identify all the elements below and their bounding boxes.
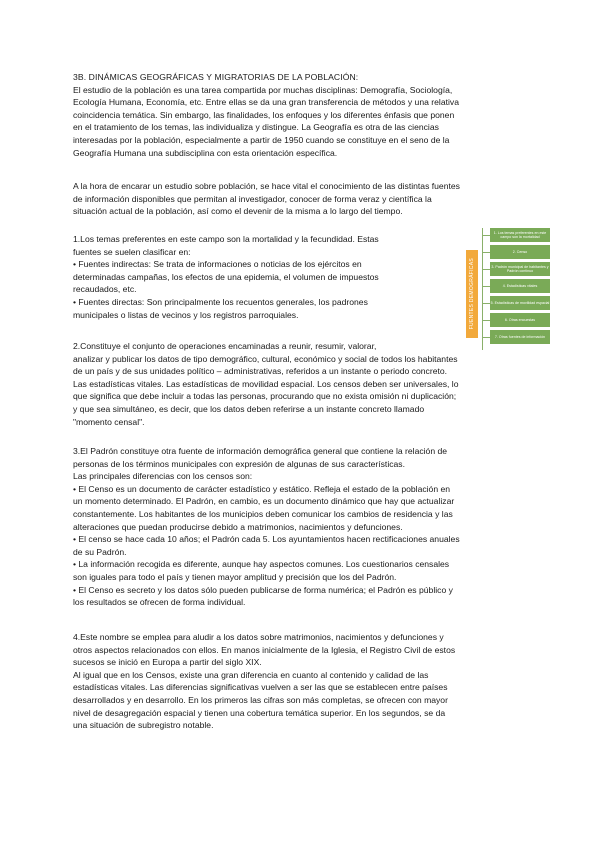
text-line: de un país y de sus unidades político – administrativas, referidos a un instante o periodo concreto. [73,366,448,377]
diagram-connector [482,303,490,304]
sources-diagram [466,220,552,350]
diagram-connector [482,252,490,253]
text-line: El estudio de la población es una tarea compartida por muchas disciplinas: Demografía, Sociología, [73,84,453,95]
diagram-box: 6. Otras encuestas [490,313,550,327]
text-line: • Fuentes indirectas: Se trata de informaciones o noticias de los ejércitos en [73,259,362,270]
text-line: son iguales para todo el país y tienen mayor amplitud y precisión que los del Padrón. [73,571,397,582]
diagram-connector [482,320,490,321]
intro-section [73,71,531,159]
diagram-root-bar [466,250,478,338]
text-line: interesadas por la población, especialmente a partir de 1950 cuando se constituye en el seno de la [73,134,450,145]
text-line: otros aspectos relacionados con ellos. En manos inicialmente de la Iglesia, el Registro Civil de estos [73,644,456,655]
text-line: "momento censal". [73,416,145,427]
text-line: y que sea simultáneo, es decir, que los datos deben referirse a un instante concreto llamado [73,403,425,414]
text-line: estadísticas vitales. Las diferencias significativas vuelven a ser las que se establecen entre países [73,682,448,693]
text-line: • El censo se hace cada 10 años; el Padrón cada 5. Los ayuntamientos hacen rectificaciones anuales [73,534,460,545]
text-line: municipales o listas de vecinos y los registros parroquiales. [73,309,299,320]
point-3-paragraph [73,445,531,609]
text-line: nivel de desagregación espacial y tienen una cobertura temática superior. En los segundos, se da [73,707,446,718]
text-line: de información disponibles que permitan al investigador, conocer de forma veraz y científica la [73,193,432,204]
text-line: sucesos se inició en Europa a partir del siglo XIX. [73,657,262,668]
diagram-box: 4. Estadísticas vitales [490,279,550,293]
text-line: Al igual que en los Censos, existe una gran diferencia en cuanto al contenido y calidad de las [73,669,429,680]
text-line: 4.Este nombre se emplea para aludir a los datos sobre matrimonios, nacimientos y defunciones y [73,632,444,642]
diagram-connector [482,235,490,236]
text-line: personas de los términos municipales con expresión de algunas de sus características. [73,458,405,469]
diagram-root-label: FUENTES DEMOGRÁFICAS [469,258,475,330]
text-line: fuentes se suelen clasificar en: [73,246,191,257]
text-line: 3.El Padrón constituye otra fuente de información demográfica general que contiene la relación de [73,446,448,456]
diagram-box: 7. Otras fuentes de información [490,330,550,344]
text-line: en el tratamiento de los temas, las individualiza y distingue. La Geografía es otra de las ciencias [73,122,439,133]
point-4-paragraph [73,631,531,732]
text-line: recaudados, etc. [73,284,137,295]
diagram-connector [482,337,490,338]
section-title: 3B. DINÁMICAS GEOGRÁFICAS Y MIGRATORIAS DE LA POBLACIÓN: [73,72,359,82]
text-line: • El Censo es secreto y los datos sólo pueden publicarse de forma numérica; el Padrón es público y [73,584,453,595]
text-line: constantemente. Los habitantes de los municipios deben comunicar los cambios de residencia y las [73,508,453,519]
point-2-paragraph [73,340,531,428]
text-line: situación actual de la población, así como el devenir de la misma a lo largo del tiempo. [73,206,403,217]
diagram-bracket [482,228,488,350]
text-line: Geografía Humana una subdisciplina con esta orientación específica. [73,147,338,158]
diagram-connector [482,269,490,270]
text-line: • El Censo es un documento de carácter estadístico y estático. Refleja el estado de la población en [73,483,451,494]
sources-intro-paragraph [73,180,531,218]
text-line: 2.Constituye el conjunto de operaciones encaminadas a reunir, resumir, valorar, [73,341,377,351]
text-line: que significa que debe incluir a todas las personas, procurando que no exista omisión ni duplicación; [73,391,457,402]
text-line: Las estadísticas vitales. Las estadísticas de movilidad espacial. Los censos deben ser universales, lo [73,378,459,389]
text-line: una situación de subregistro notable. [73,720,214,731]
text-line: determinadas campañas, los efectos de una epidemia, el volumen de impuestos [73,271,379,282]
diagram-box: 1. Los temas preferentes en este campo son la mortalidad [490,228,550,242]
text-line: un momento determinado. El Padrón, en cambio, es un documento dinámico que hay que actualizar [73,496,455,507]
diagram-box: 5. Estadísticas de movilidad espacial [490,296,550,310]
point-1-paragraph [73,233,413,321]
text-line: los resultados se ofrecen de forma individual. [73,597,246,608]
text-line: 1.Los temas preferentes en este campo son la mortalidad y la fecundidad. Estas [73,234,379,244]
text-line: analizar y publicar los datos de tipo demográfico, cultural, económico y social de todos los habitantes [73,353,458,364]
diagram-box: 3. Padrón municipal de habitantes y Padrón continuo [490,262,550,276]
diagram-box: 2. Censo [490,245,550,259]
text-line: coincidencia temática. Sin embargo, las finalidades, los enfoques y los diferentes énfasis que ponen [73,109,455,120]
diagram-connector [482,286,490,287]
text-line: Las principales diferencias con los censos son: [73,471,253,482]
text-line: alteraciones que puedan producirse debido a matrimonios, nacimientos y defunciones. [73,521,403,532]
text-line: Ecología Humana, Economía, etc. Entre ellas se da una gran transferencia de métodos y una relativa [73,97,459,108]
text-line: desarrollados y en desarrollo. En los primeros las cifras son más completas, se ofrecen con mayor [73,694,448,705]
text-line: de su Padrón. [73,546,127,557]
text-line: • Fuentes directas: Son principalmente los recuentos generales, los padrones [73,296,368,307]
text-line: A la hora de encarar un estudio sobre población, se hace vital el conocimiento de las distintas fuentes [73,181,460,191]
text-line: • La información recogida es diferente, aunque hay aspectos comunes. Los cuestionarios censales [73,559,450,570]
